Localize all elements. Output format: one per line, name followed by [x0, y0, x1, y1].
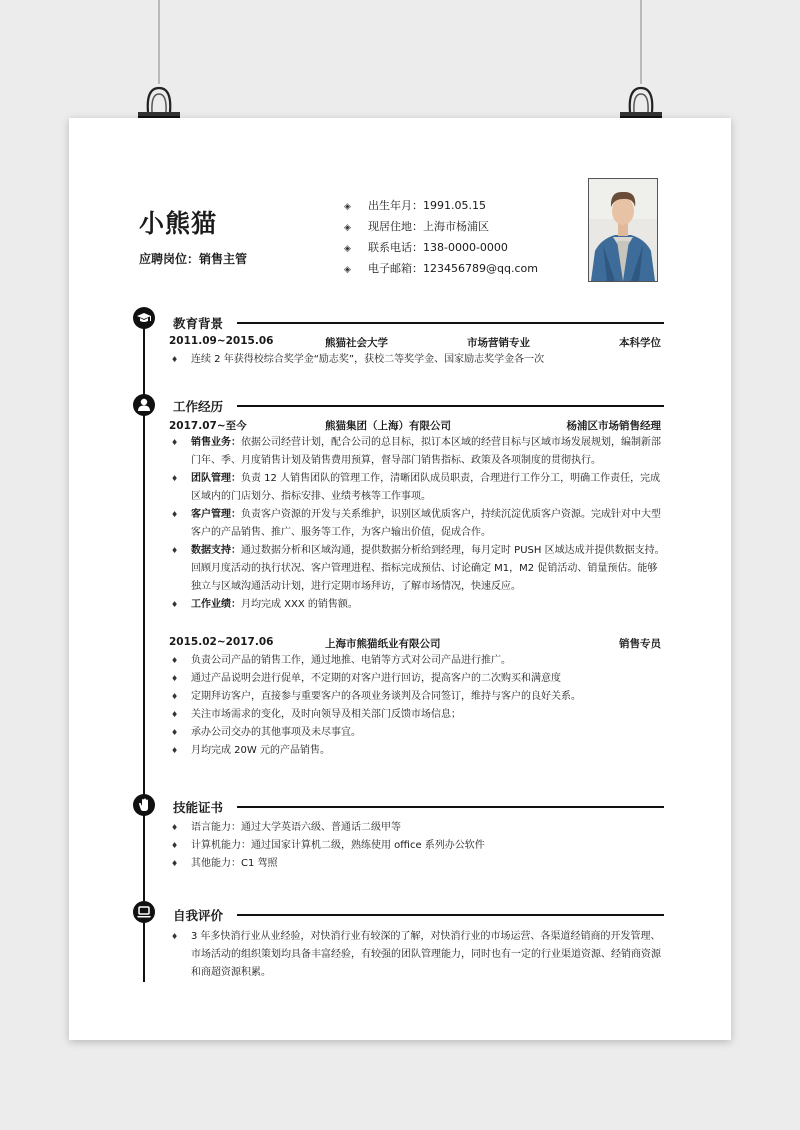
job-role: 销售专员	[619, 638, 661, 650]
list-item: ♦ 团队管理：负责 12 人销售团队的管理工作，清晰团队成员职责，合理进行工作分工，明确工作责任，完成区域内的门店划分、指标安排、业绩考核等工作事项。	[169, 470, 667, 506]
list-item: ♦ 语言能力：通过大学英语六级、普通话二级甲等	[169, 819, 667, 837]
applied-position	[139, 250, 247, 267]
laptop-icon	[133, 901, 155, 923]
list-item: ♦ 数据支持：通过数据分析和区域沟通，提供数据分析给到经理，每月定时 PUSH 区域达成并提供数据支持。回顾月度活动的执行状况、客户管理进程、指标完成预估、讨论确定 M1，M2 促销活动、销量预估。能够独立与区域沟通活动计划，进行定期市场拜访，了解市场情况，快速反应。	[169, 542, 667, 596]
education-bullets	[169, 351, 667, 369]
diamond-bullet-icon: ◈	[344, 265, 351, 275]
list-item: ♦ 定期拜访客户，直接参与重要客户的各项业务谈判及合同签订，维持与客户的良好关系。	[169, 688, 667, 706]
personal-info	[344, 196, 538, 280]
education-school: 熊猫社会大学	[325, 337, 388, 349]
timeline-line	[143, 318, 145, 982]
job-role: 杨浦区市场销售经理	[566, 420, 661, 432]
list-item: ♦ 通过产品说明会进行促单，不定期的对客户进行回访，提高客户的二次购买和满意度	[169, 670, 667, 688]
job-company: 熊猫集团（上海）有限公司	[325, 420, 451, 432]
list-item: ♦ 3 年多快消行业从业经验，对快消行业有较深的了解，对快消行业的市场运营、各渠道经销商的开发管理、市场活动的组织策划均具备丰富经验，有较强的团队管理能力，同时也有一定的行业渠道资源、经销商资源和商超资源积累。	[169, 928, 667, 982]
job-row	[169, 636, 664, 652]
list-item: ♦ 工作业绩：月均完成 XXX 的销售额。	[169, 596, 667, 614]
section-divider	[237, 405, 664, 407]
info-row-birth: ◈ 出生年月：1991.05.15	[344, 196, 538, 217]
info-row-email: ◈ 电子邮箱：123456789@qq.com	[344, 259, 538, 280]
diamond-bullet-icon: ◈	[344, 202, 351, 212]
info-row-phone: ◈ 联系电话：138-0000-0000	[344, 238, 538, 259]
list-item: ♦ 关注市场需求的变化，及时向领导及相关部门反馈市场信息；	[169, 706, 667, 724]
right-hanging-wire	[640, 0, 642, 84]
section-divider	[237, 322, 664, 324]
list-item: ♦ 负责公司产品的销售工作，通过地推、电销等方式对公司产品进行推广。	[169, 652, 667, 670]
job-date: 2015.02~2017.06	[169, 636, 274, 648]
candidate-photo	[588, 178, 658, 282]
candidate-name: 小熊猫	[139, 209, 218, 238]
position-value: 销售主管	[199, 252, 248, 266]
graduation-cap-icon	[133, 307, 155, 329]
section-title-education: 教育背景	[173, 316, 224, 331]
job-1-bullets	[169, 434, 667, 614]
education-date: 2011.09~2015.06	[169, 335, 274, 347]
list-item: ♦ 计算机能力：通过国家计算机二级，熟练使用 office 系列办公软件	[169, 837, 667, 855]
job-date: 2017.07~至今	[169, 420, 247, 432]
position-label: 应聘岗位：	[139, 252, 200, 266]
left-hanging-wire	[158, 0, 160, 84]
info-row-residence: ◈ 现居住地：上海市杨浦区	[344, 217, 538, 238]
list-item: ♦ 客户管理：负责客户资源的开发与关系维护，识别区域优质客户，持续沉淀优质客户资源。完成针对中大型客户的产品销售、推广、服务等工作，为客户输出价值，促成合作。	[169, 506, 667, 542]
section-title-skills: 技能证书	[173, 800, 224, 815]
diamond-bullet-icon: ◈	[344, 223, 351, 233]
skills-bullets	[169, 819, 667, 873]
list-item: ♦ 连续 2 年获得校综合奖学金“励志奖”，获校二等奖学金、国家励志奖学金各一次	[169, 351, 667, 369]
education-major: 市场营销专业	[467, 337, 530, 349]
section-divider	[237, 806, 664, 808]
section-divider	[237, 914, 664, 916]
list-item: ♦ 月均完成 20W 元的产品销售。	[169, 742, 667, 760]
diamond-bullet-icon: ◈	[344, 244, 351, 254]
list-item: ♦ 其他能力：C1 驾照	[169, 855, 667, 873]
hand-icon	[133, 794, 155, 816]
job-row	[169, 418, 664, 434]
self-evaluation-bullets	[169, 928, 667, 982]
job-company: 上海市熊猫纸业有限公司	[325, 638, 441, 650]
education-degree: 本科学位	[619, 337, 661, 349]
list-item: ♦ 销售业务：依据公司经营计划，配合公司的总目标，拟订本区域的经营目标与区域市场发展规划，编制新部门年、季、月度销售计划及销售费用预算，督导部门销售指标、政策及各项制度的贯彻执行。	[169, 434, 667, 470]
section-title-self-evaluation: 自我评价	[173, 908, 224, 923]
list-item: ♦ 承办公司交办的其他事项及未尽事宜。	[169, 724, 667, 742]
education-row	[169, 335, 664, 351]
job-2-bullets	[169, 652, 667, 760]
section-title-work: 工作经历	[173, 399, 224, 414]
resume-paper	[69, 118, 731, 1040]
person-icon	[133, 394, 155, 416]
